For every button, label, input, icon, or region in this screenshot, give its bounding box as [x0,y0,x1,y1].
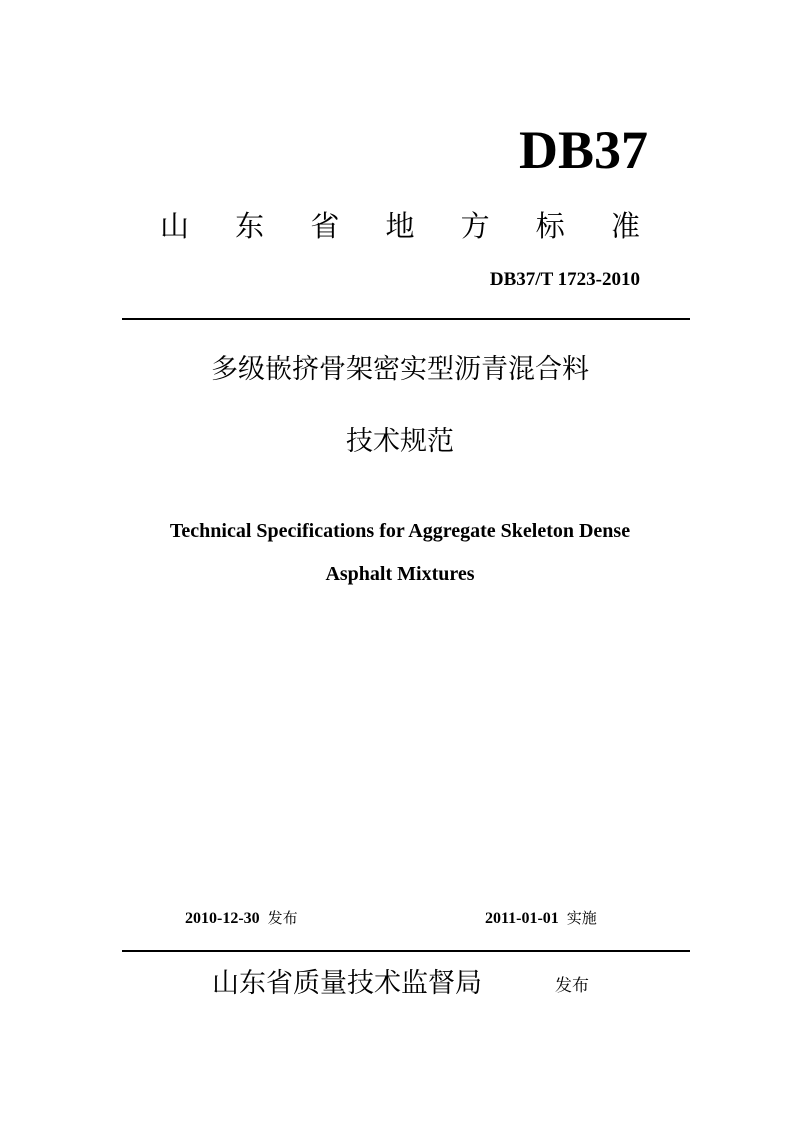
implement-date-row [485,907,597,930]
standard-type-char: 方 [460,209,490,243]
implement-date: 2011-01-01 [485,910,559,927]
top-divider [122,318,690,320]
issue-date-row [185,907,298,930]
standard-type-char: 准 [610,209,640,243]
standard-code: DB37 [518,120,648,180]
standard-type-char: 标 [535,209,565,243]
standard-type-char: 山 [160,209,190,243]
title-en-line2: Asphalt Mixtures [325,563,475,585]
standard-type [160,206,640,246]
title-cn-line1: 多级嵌挤骨架密实型沥青混合料 [211,354,589,385]
issuer-label: 发布 [555,976,589,996]
issuer-name: 山东省质量技术监督局 [212,968,482,999]
standard-type-char: 地 [385,209,415,243]
implement-label: 实施 [566,909,597,927]
issue-label: 发布 [267,909,298,927]
bottom-divider [122,950,690,952]
standard-type-char: 东 [235,209,265,243]
standard-type-char: 省 [310,209,340,243]
issue-date: 2010-12-30 [185,910,260,927]
title-en-line1: Technical Specifications for Aggregate Skeleton Dense [169,520,631,542]
title-cn-line2: 技术规范 [346,426,454,457]
standard-number: DB37/T 1723-2010 [489,269,640,290]
